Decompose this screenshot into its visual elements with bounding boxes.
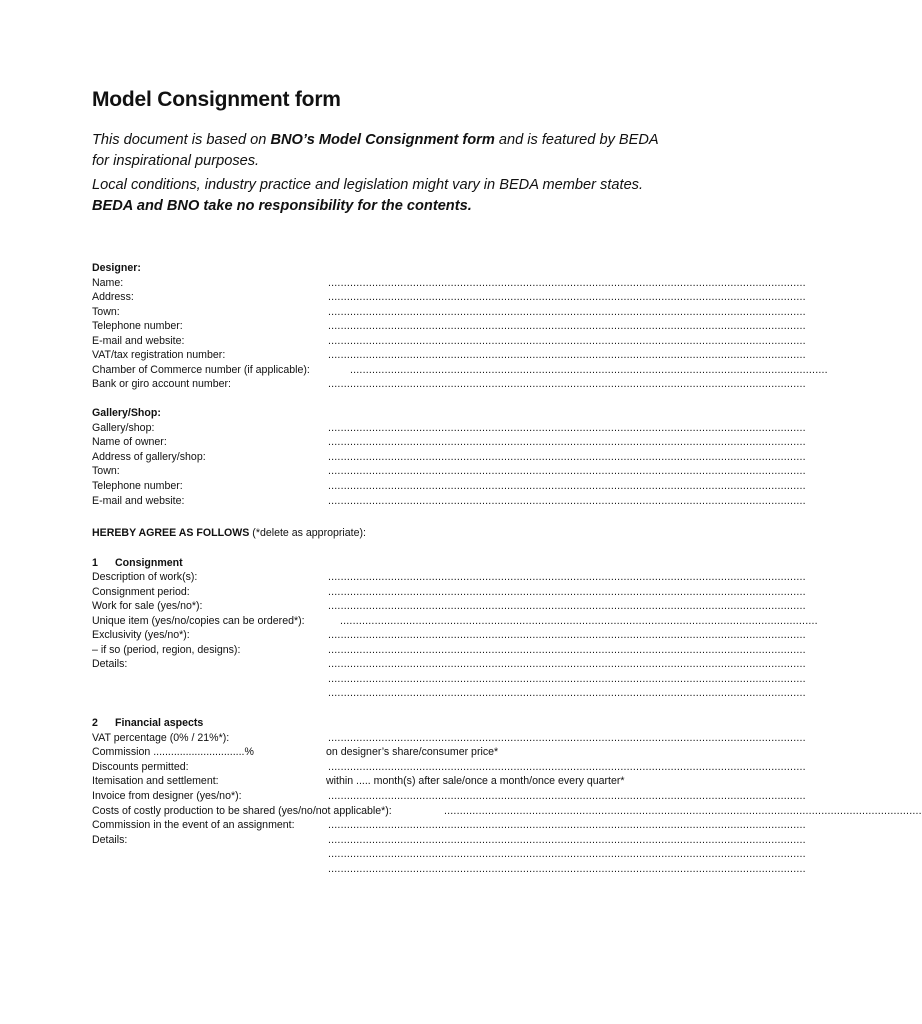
agreement-heading <box>92 526 366 540</box>
intro-text: Local conditions, industry practice and legislation might vary in BEDA member states. <box>92 177 644 193</box>
gallery-shop-field[interactable]: ........................................................................................................................................................ <box>328 422 806 434</box>
consignment-period-field[interactable]: ........................................................................................................................................................ <box>328 586 806 598</box>
intro-text: This document is based on <box>92 132 271 148</box>
designer-address-field[interactable]: ........................................................................................................................................................ <box>328 291 806 303</box>
production-costs-field[interactable]: ........................................................................................................................................................ <box>444 805 922 817</box>
designer-telephone-label: Telephone number: <box>92 320 183 332</box>
financial-section-heading <box>92 716 203 730</box>
designer-email-label: E-mail and website: <box>92 335 185 347</box>
production-costs-label: Costs of costly production to be shared (yes/no/not applicable*): <box>92 805 392 817</box>
designer-bank-label: Bank or giro account number: <box>92 378 231 390</box>
designer-name-label: Name: <box>92 277 124 289</box>
gallery-town-field[interactable]: ........................................................................................................................................................ <box>328 465 806 477</box>
invoice-field[interactable]: ........................................................................................................................................................ <box>328 790 806 802</box>
gallery-address-field[interactable]: ........................................................................................................................................................ <box>328 451 806 463</box>
designer-email-field[interactable]: ........................................................................................................................................................ <box>328 335 806 347</box>
financial-details-field[interactable]: ........................................................................................................................................................ <box>328 834 806 846</box>
exclusivity-scope-label: – if so (period, region, designs): <box>92 644 241 656</box>
gallery-owner-field[interactable]: ........................................................................................................................................................ <box>328 436 806 448</box>
work-for-sale-field[interactable]: ........................................................................................................................................................ <box>328 600 806 612</box>
itemisation-terms: within ..... month(s) after sale/once a month/once every quarter* <box>326 775 625 787</box>
section-title: Financial aspects <box>115 717 204 729</box>
intro-paragraph-disclaimer <box>92 175 672 217</box>
gallery-address-label: Address of gallery/shop: <box>92 451 206 463</box>
designer-address-label: Address: <box>92 291 134 303</box>
consignment-details-field[interactable]: ........................................................................................................................................................ <box>328 673 806 685</box>
consignment-section-heading <box>92 556 183 570</box>
exclusivity-scope-field[interactable]: ........................................................................................................................................................ <box>328 644 806 656</box>
designer-vat-field[interactable]: ........................................................................................................................................................ <box>328 349 806 361</box>
intro-disclaimer: BEDA and BNO take no responsibility for the contents. <box>92 198 472 214</box>
section-number: 1 <box>92 557 98 569</box>
intro-paragraph-source <box>92 130 672 172</box>
intro-source-name: BNO’s Model Consignment form <box>270 132 495 148</box>
consignment-details-label: Details: <box>92 658 128 670</box>
financial-details-label: Details: <box>92 834 128 846</box>
page-title: Model Consignment form <box>92 88 341 111</box>
designer-bank-field[interactable]: ........................................................................................................................................................ <box>328 378 806 390</box>
designer-town-label: Town: <box>92 306 120 318</box>
gallery-shop-label: Gallery/shop: <box>92 422 155 434</box>
discounts-label: Discounts permitted: <box>92 761 189 773</box>
designer-telephone-field[interactable]: ........................................................................................................................................................ <box>328 320 806 332</box>
section-number: 2 <box>92 717 98 729</box>
commission-basis: on designer’s share/consumer price* <box>326 746 499 758</box>
vat-percentage-label: VAT percentage (0% / 21%*): <box>92 732 230 744</box>
gallery-telephone-label: Telephone number: <box>92 480 183 492</box>
gallery-town-label: Town: <box>92 465 120 477</box>
assignment-commission-field[interactable]: ........................................................................................................................................................ <box>328 819 806 831</box>
designer-chamber-label: Chamber of Commerce number (if applicable): <box>92 364 310 376</box>
gallery-telephone-field[interactable]: ........................................................................................................................................................ <box>328 480 806 492</box>
gallery-heading: Gallery/Shop: <box>92 407 161 419</box>
commission-label: Commission ...............................% <box>92 746 254 758</box>
consignment-description-label: Description of work(s): <box>92 571 198 583</box>
consignment-description-field[interactable]: ........................................................................................................................................................ <box>328 571 806 583</box>
financial-details-field[interactable]: ........................................................................................................................................................ <box>328 863 806 875</box>
consignment-details-field[interactable]: ........................................................................................................................................................ <box>328 687 806 699</box>
intro-text: and is featured by BEDA for inspirational purposes. <box>92 132 659 169</box>
exclusivity-field[interactable]: ........................................................................................................................................................ <box>328 629 806 641</box>
unique-item-field[interactable]: ........................................................................................................................................................ <box>340 615 818 627</box>
designer-heading: Designer: <box>92 262 141 274</box>
financial-details-field[interactable]: ........................................................................................................................................................ <box>328 848 806 860</box>
consignment-details-field[interactable]: ........................................................................................................................................................ <box>328 658 806 670</box>
designer-chamber-field[interactable]: ........................................................................................................................................................ <box>350 364 828 376</box>
consignment-period-label: Consignment period: <box>92 586 190 598</box>
designer-town-field[interactable]: ........................................................................................................................................................ <box>328 306 806 318</box>
agreement-heading-bold: HEREBY AGREE AS FOLLOWS <box>92 527 250 539</box>
vat-percentage-field[interactable]: ........................................................................................................................................................ <box>328 732 806 744</box>
itemisation-label: Itemisation and settlement: <box>92 775 219 787</box>
unique-item-label: Unique item (yes/no/copies can be ordered*): <box>92 615 305 627</box>
gallery-owner-label: Name of owner: <box>92 436 167 448</box>
designer-name-field[interactable]: ........................................................................................................................................................ <box>328 277 806 289</box>
gallery-email-label: E-mail and website: <box>92 495 185 507</box>
section-title: Consignment <box>115 557 183 569</box>
agreement-heading-note: (*delete as appropriate): <box>249 527 366 539</box>
assignment-commission-label: Commission in the event of an assignment: <box>92 819 295 831</box>
work-for-sale-label: Work for sale (yes/no*): <box>92 600 203 612</box>
designer-vat-label: VAT/tax registration number: <box>92 349 226 361</box>
invoice-label: Invoice from designer (yes/no*): <box>92 790 242 802</box>
exclusivity-label: Exclusivity (yes/no*): <box>92 629 190 641</box>
gallery-email-field[interactable]: ........................................................................................................................................................ <box>328 495 806 507</box>
discounts-field[interactable]: ........................................................................................................................................................ <box>328 761 806 773</box>
